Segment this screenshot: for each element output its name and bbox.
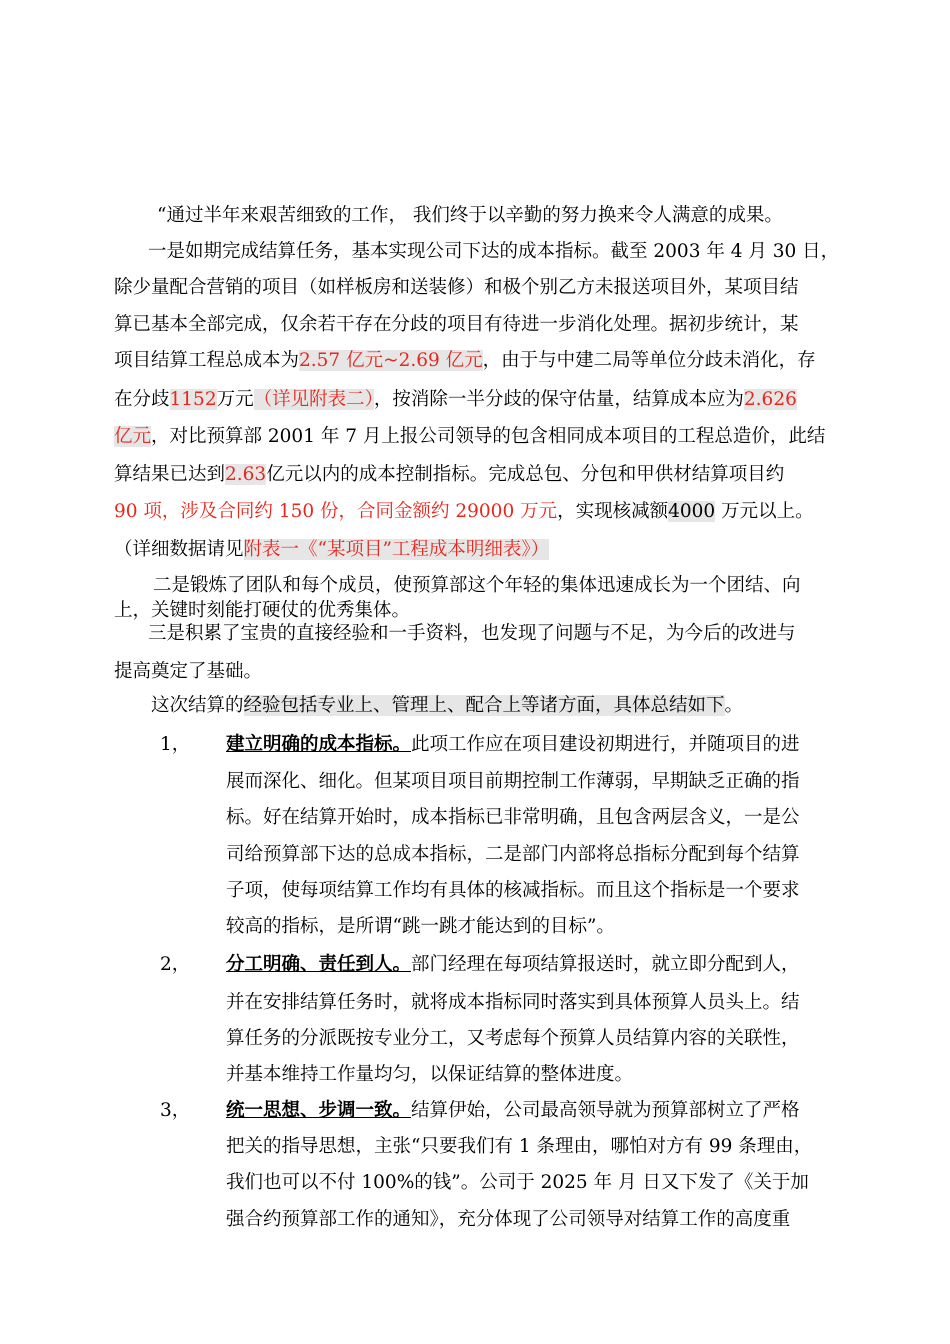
- dispute-amount: 1152: [169, 389, 217, 410]
- list-item-line: 并基本维持工作量均匀，以保证结算的整体进度。: [226, 1064, 634, 1085]
- paragraph-line: 算已基本全部完成，仅余若干存在分歧的项目有待进一步消化处理。据初步统计，某: [114, 314, 799, 335]
- paragraph-line: 提高奠定了基础。: [114, 661, 263, 682]
- paragraph-line: 二是锻炼了团队和每个成员，使预算部这个年轻的集体迅速成长为一个团结、向: [153, 575, 801, 596]
- paragraph-line: （详细数据请见附表一《“某项目”工程成本明细表》）: [114, 539, 550, 560]
- paragraph-line: 这次结算的经验包括专业上、管理上、配合上等诸方面，具体总结如下。: [151, 695, 744, 716]
- list-item-line: 建立明确的成本指标。此项工作应在项目建设初期进行，并随项目的进: [226, 734, 800, 755]
- paragraph-line: 90 项，涉及合同约 150 份，合同金额约 29000 万元，实现核减额4000 万元以上。: [114, 501, 814, 522]
- list-item-line: 统一思想、步调一致。结算伊始，公司最高领导就为预算部树立了严格: [226, 1100, 800, 1121]
- paragraph-line: 除少量配合营销的项目（如样板房和送装修）和极个别乙方未报送项目外，某项目结: [114, 277, 799, 298]
- list-number: 1，: [160, 734, 191, 755]
- paragraph-line: 一是如期完成结算任务，基本实现公司下达的成本指标。截至 2003 年 4 月 30 日，: [148, 241, 840, 262]
- reduction-amount: 4000: [668, 501, 716, 522]
- list-item-line: 我们也可以不付 100%的钱”。公司于 2025 年 月 日又下发了《关于加: [226, 1172, 809, 1193]
- list-item-line: 并在安排结算任务时，就将成本指标同时落实到具体预算人员头上。结: [226, 992, 800, 1013]
- list-item-line: 子项，使每项结算工作均有具体的核减指标。而且这个指标是一个要求: [226, 880, 800, 901]
- list-number: 3，: [160, 1100, 191, 1121]
- list-item-line: 展而深化、细化。但某项目项目前期控制工作薄弱，早期缺乏正确的指: [226, 771, 800, 792]
- paragraph-line: 项目结算工程总成本为2.57 亿元~2.69 亿元，由于与中建二局等单位分歧未消化，存: [114, 350, 816, 371]
- settlement-cost: 2.626: [743, 389, 797, 410]
- list-item-title: 建立明确的成本指标。: [226, 734, 412, 755]
- cost-range-highlight: 2.57 亿元~2.69 亿元: [299, 350, 483, 371]
- list-item-line: 把关的指导思想，主张“只要我们有 1 条理由，哪怕对方有 99 条理由，: [226, 1136, 813, 1157]
- appendix-ref: （详见附表二）: [253, 389, 374, 410]
- appendix-one-ref: 附表一《“某项目”工程成本明细表》）: [243, 539, 550, 560]
- paragraph-line: 上，关键时刻能打硬仗的优秀集体。: [114, 600, 411, 621]
- list-item-line: 算任务的分派既按专业分工，又考虑每个预算人员结算内容的关联性，: [226, 1028, 800, 1049]
- list-item-line: 分工明确、责任到人。部门经理在每项结算报送时，就立即分配到人，: [226, 954, 800, 975]
- intro-line: “通过半年来艰苦细致的工作， 我们终于以辛勤的努力换来令人满意的成果。: [157, 205, 783, 226]
- paragraph-line: 三是积累了宝贵的直接经验和一手资料，也发现了问题与不足，为今后的改进与: [148, 623, 796, 644]
- list-number: 2，: [160, 954, 191, 975]
- list-item-line: 标。好在结算开始时，成本指标已非常明确，且包含两层含义，一是公: [226, 807, 800, 828]
- paragraph-line: 在分歧1152万元（详见附表二），按消除一半分歧的保守估量，结算成本应为2.626: [114, 389, 797, 410]
- list-item-title: 统一思想、步调一致。: [226, 1100, 412, 1121]
- control-target: 2.63: [225, 464, 267, 485]
- list-item-line: 较高的指标，是所谓“跳一跳才能达到的目标”。: [226, 916, 615, 937]
- list-item-line: 强合约预算部工作的通知》，充分体现了公司领导对结算工作的高度重: [226, 1209, 791, 1230]
- paragraph-line: 亿元，对比预算部 2001 年 7 月上报公司领导的包含相同成本项目的工程总造价，此结: [114, 426, 826, 447]
- list-item-title: 分工明确、责任到人。: [226, 954, 412, 975]
- paragraph-line: 算结果已达到2.63亿元以内的成本控制指标。完成总包、分包和甲供材结算项目约: [114, 464, 785, 485]
- list-item-line: 司给预算部下达的总成本指标，二是部门内部将总指标分配到每个结算: [226, 844, 800, 865]
- contract-stats: 90 项，涉及合同约 150 份，合同金额约 29000 万元: [114, 501, 558, 522]
